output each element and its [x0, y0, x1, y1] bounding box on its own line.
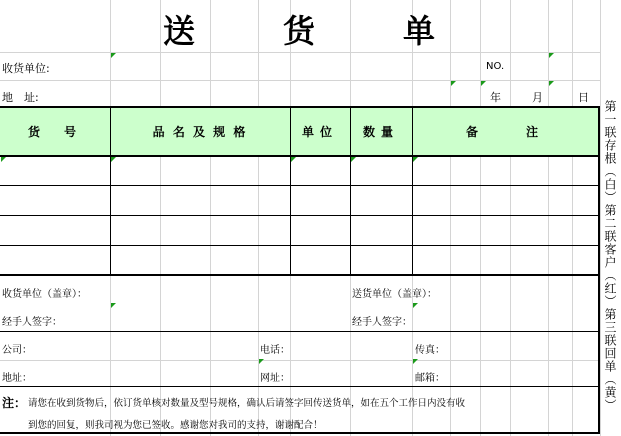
- footer-address-label: 地址：: [2, 373, 32, 384]
- col-line-4: [412, 106, 413, 275]
- footer-border-bottom: [0, 432, 600, 434]
- cell-marker: [111, 303, 116, 308]
- cell-marker: [549, 81, 554, 86]
- col-header-item-no: 货 号: [27, 125, 82, 139]
- grid-v-2: [160, 0, 161, 436]
- cell-marker: [1, 157, 6, 162]
- grid-v-4: [258, 0, 259, 436]
- day-label: 日: [578, 91, 589, 104]
- cell-marker: [549, 53, 554, 58]
- recipient-label: 收货单位:: [2, 62, 50, 75]
- col-header-unit: 单位: [301, 125, 338, 139]
- grid-v-12: [572, 0, 573, 436]
- cell-marker: [481, 81, 486, 86]
- col-header-remarks: 备 注: [465, 125, 546, 139]
- cell-marker: [413, 303, 418, 308]
- address-label: 地 址:: [2, 91, 39, 104]
- phone-label: 电话：: [260, 345, 290, 356]
- cell-marker: [413, 157, 418, 162]
- handler-sign-right: 经手人签字：: [352, 317, 412, 328]
- website-label: 网址：: [260, 373, 290, 384]
- col-line-1: [110, 106, 111, 275]
- grid-h-2: [0, 80, 600, 81]
- grid-h-3: [0, 360, 600, 361]
- header-border-bottom: [0, 155, 600, 157]
- handler-sign-left: 经手人签字：: [2, 317, 62, 328]
- note-line-1: 请您在收到货物后，依订货单核对数量及型号规格，确认后请签字回传送货单，如在五个工作日内没有收: [28, 398, 466, 409]
- cell-marker: [351, 157, 356, 162]
- copy-distribution-label: 第一联存根（白）第二联客户（红）第三联回单（黄）: [603, 100, 617, 412]
- grid-v-3: [210, 0, 211, 436]
- title-char-2: 货: [283, 12, 316, 50]
- no-label: NO.: [486, 61, 505, 72]
- title-char-1: 送: [163, 12, 196, 50]
- sender-stamp-label: 送货单位（盖章）：: [352, 289, 437, 300]
- col-header-name-spec: 品 名 及 规 格: [152, 125, 248, 139]
- row-line-1: [0, 185, 600, 186]
- footer-line-2: [0, 386, 600, 387]
- cell-marker: [111, 157, 116, 162]
- cell-marker: [111, 53, 116, 58]
- cell-marker: [413, 359, 418, 364]
- table-border-bottom: [0, 274, 600, 276]
- page-title: [0, 6, 600, 50]
- grid-v-11: [548, 0, 549, 436]
- col-line-3: [350, 106, 351, 275]
- cell-marker: [451, 81, 456, 86]
- grid-h-1: [0, 52, 600, 53]
- cell-marker: [291, 157, 296, 162]
- grid-v-13: [600, 0, 601, 436]
- grid-v-9: [480, 0, 481, 436]
- table-border-top: [0, 106, 600, 108]
- footer-line-1: [0, 331, 600, 332]
- month-label: 月: [532, 91, 543, 104]
- cell-marker: [259, 359, 264, 364]
- email-label: 邮箱：: [415, 373, 445, 384]
- fax-label: 传真：: [415, 345, 445, 356]
- year-label: 年: [490, 91, 501, 104]
- col-line-2: [290, 106, 291, 275]
- recipient-stamp-label: 收货单位（盖章）：: [2, 289, 87, 300]
- grid-v-10: [510, 0, 511, 436]
- note-line-2: 到您的回复，则我司视为您已签收。感谢您对我司的支持，谢谢配合！: [28, 420, 323, 431]
- table-border-right: [598, 106, 600, 434]
- col-header-qty: 数量: [362, 125, 399, 139]
- row-line-3: [0, 245, 600, 246]
- title-char-3: 单: [403, 12, 436, 50]
- company-label: 公司：: [2, 345, 32, 356]
- row-line-2: [0, 215, 600, 216]
- note-label: 注：: [2, 396, 27, 410]
- grid-v-8: [450, 0, 451, 436]
